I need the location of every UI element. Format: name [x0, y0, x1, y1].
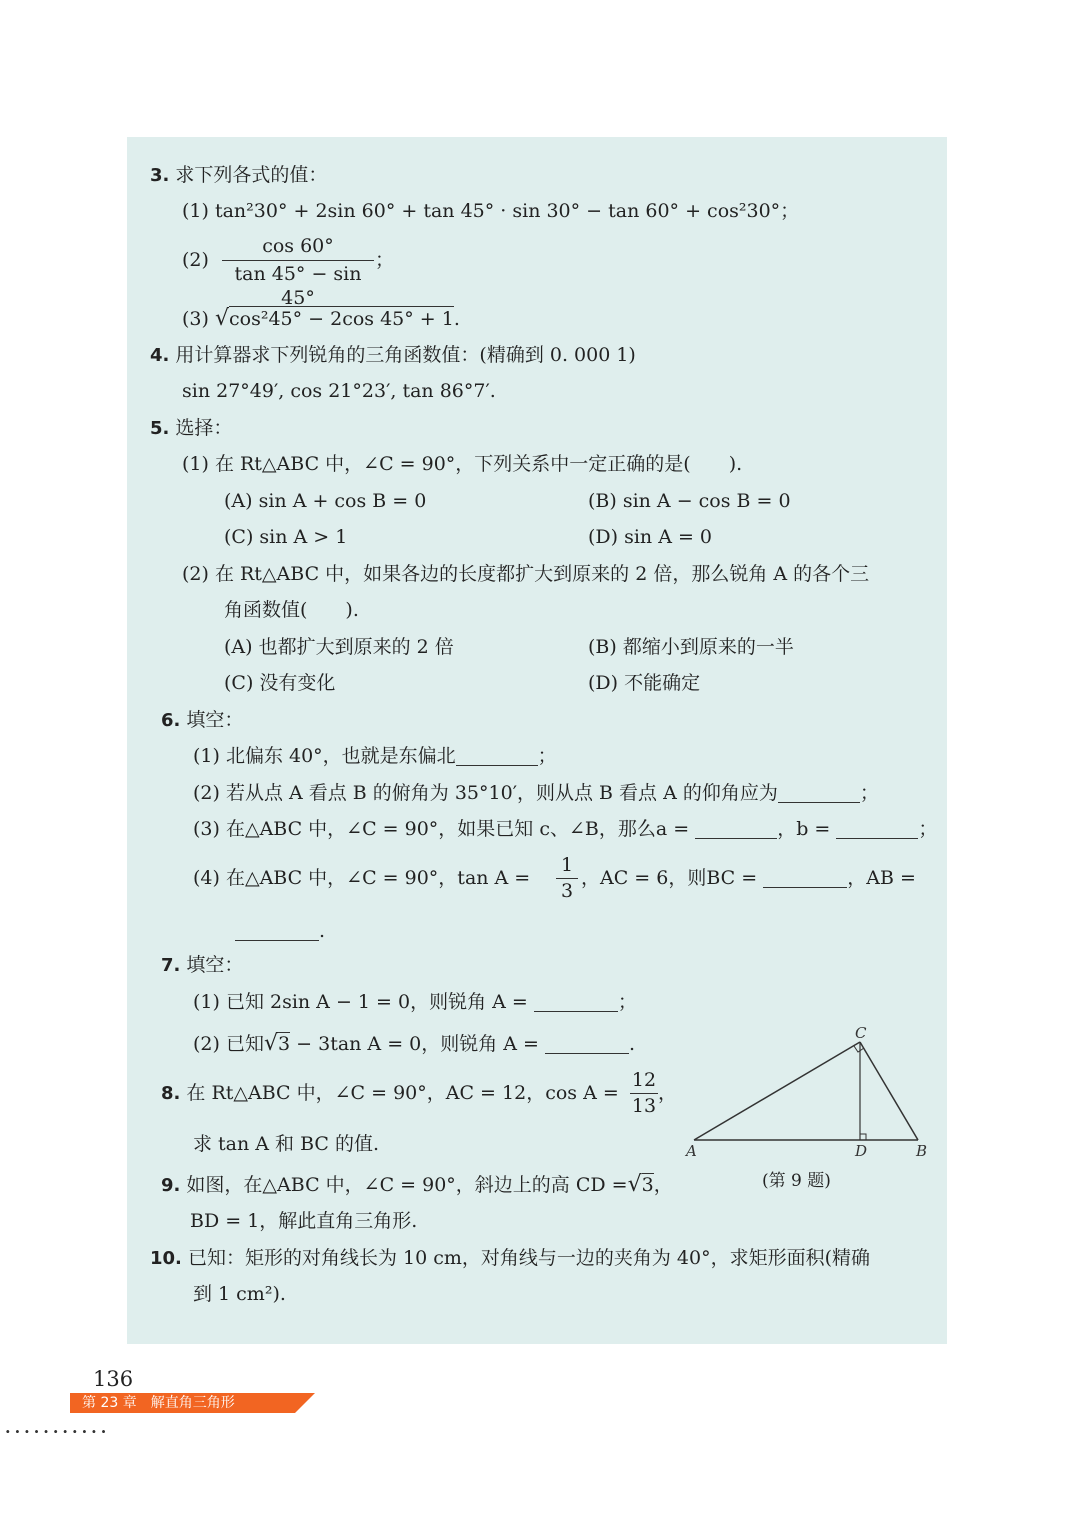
q8-fraction-denominator: 13 — [631, 1095, 657, 1117]
q6-part1-text: (1) 北偏东 40°，也就是东偏北 — [193, 745, 456, 767]
q3-part2-denominator: tan 45° − sin 45° — [234, 263, 362, 309]
q3-part1-text: tan²30° + 2sin 60° + tan 45° · sin 30° − tan 60° + cos²30°； — [214, 200, 800, 222]
q5-part2-option-b: (B) 都缩小到原来的一半 — [588, 636, 794, 658]
side-cb — [860, 1042, 918, 1140]
q10-line2: 到 1 cm²). — [193, 1283, 286, 1305]
q3-part2-tail: ； — [375, 249, 395, 271]
q6-part4-rest — [581, 865, 916, 891]
sqrt-sign: √ — [263, 1031, 278, 1056]
q6-number: 6. — [161, 710, 181, 731]
q6-part4-text-a: (4) 在△ABC 中，∠C = 90°，tan A = — [193, 867, 531, 889]
q6-part3-text-b: ，b = — [777, 818, 831, 840]
q5-number: 5. — [150, 418, 170, 439]
q3-part3-radicand: cos²45° − 2cos 45° + 1 — [229, 308, 454, 330]
q6-part1-tail: ； — [537, 745, 557, 767]
vertex-label-c: C — [855, 1024, 867, 1042]
answer-blank[interactable] — [534, 993, 618, 1012]
q8-tail: ， — [658, 1082, 678, 1104]
q6-part3-tail: ； — [918, 818, 938, 840]
answer-blank[interactable] — [695, 820, 777, 839]
q3-part2-fraction-bar — [222, 260, 374, 261]
q4-header — [150, 342, 636, 369]
q7-part2-radicand: 3 — [278, 1033, 291, 1055]
q5-title: 选择： — [175, 417, 233, 439]
q5-header — [150, 415, 232, 442]
q6-part2 — [193, 780, 879, 806]
footer-dots: ........... — [5, 1418, 111, 1437]
q6-part3-text-a: (3) 在△ABC 中，∠C = 90°，如果已知 c、∠B，那么a = — [193, 818, 690, 840]
q6-part4-fraction-denominator: 3 — [560, 880, 574, 902]
side-ac — [694, 1042, 860, 1140]
answer-blank[interactable] — [836, 820, 918, 839]
q7-part1-tail: ； — [617, 991, 637, 1013]
q3-header — [150, 162, 327, 189]
q5-part2-option-a: (A) 也都扩大到原来的 2 倍 — [224, 636, 454, 658]
q5-part2-line2: 角函数值( ). — [224, 599, 359, 621]
vertex-label-b: B — [916, 1142, 928, 1160]
q8-number: 8. — [161, 1083, 181, 1104]
q6-part2-tail: ； — [859, 782, 879, 804]
chapter-label: 第 23 章 解直角三角形 — [82, 1395, 235, 1411]
q9-line1-text: 如图，在△ABC 中，∠C = 90°，斜边上的高 CD = — [186, 1174, 628, 1196]
answer-blank[interactable] — [763, 869, 847, 888]
q3-part1-label: (1) — [182, 200, 209, 222]
q5-part1-option-b: (B) sin A − cos B = 0 — [588, 490, 791, 512]
page-number: 136 — [93, 1367, 134, 1391]
q8-line2: 求 tan A 和 BC 的值. — [193, 1133, 380, 1155]
q7-part2 — [193, 1031, 635, 1057]
answer-blank[interactable] — [778, 784, 860, 803]
vertex-label-d: D — [855, 1142, 868, 1160]
q5-part2-line1: (2) 在 Rt△ABC 中，如果各边的长度都扩大到原来的 2 倍，那么锐角 A 的各个三 — [182, 563, 870, 585]
q7-part2-prefix: (2) 已知 — [193, 1033, 264, 1055]
vertex-label-a: A — [686, 1142, 697, 1160]
q4-line2: sin 27°49′, cos 21°23′, tan 86°7′. — [182, 380, 496, 402]
q8-fraction-numerator: 12 — [631, 1069, 657, 1091]
q6-part4-text-c: ，AB = — [847, 867, 916, 889]
q7-title: 填空： — [186, 954, 244, 976]
q7-number: 7. — [161, 955, 181, 976]
answer-blank[interactable] — [235, 922, 319, 941]
q6-part1 — [193, 743, 557, 769]
q5-part1: (1) 在 Rt△ABC 中，∠C = 90°，下列关系中一定正确的是( ). — [182, 453, 743, 475]
q4-title: 用计算器求下列锐角的三角函数值：(精确到 0. 000 1) — [175, 344, 636, 366]
q3-part3 — [182, 306, 460, 332]
q6-part4-text-b: ，AC = 6，则BC = — [581, 867, 758, 889]
q8-line1-text: 在 Rt△ABC 中，∠C = 90°，AC = 12，cos A = — [186, 1082, 619, 1104]
answer-blank[interactable] — [545, 1035, 629, 1054]
right-angle-mark-d — [860, 1134, 866, 1140]
q8-line1 — [161, 1080, 619, 1107]
q3-part1 — [182, 198, 799, 224]
q6-part3 — [193, 816, 937, 842]
q10-line1-text: 已知：矩形的对角线长为 10 cm，对角线与一边的夹角为 40°，求矩形面积(精确 — [187, 1247, 870, 1269]
sqrt-sign: √ — [627, 1172, 642, 1197]
q9-line1-tail: ， — [653, 1174, 673, 1196]
q3-part2-label: (2) — [182, 249, 209, 271]
q5-part2-option-c: (C) 没有变化 — [224, 672, 336, 694]
q6-part2-text: (2) 若从点 A 看点 B 的俯角为 35°10′，则从点 B 看点 A 的仰角应为 — [193, 782, 778, 804]
q10-number: 10. — [150, 1248, 182, 1269]
q7-header — [161, 952, 243, 979]
q7-part1-text: (1) 已知 2sin A − 1 = 0，则锐角 A = — [193, 991, 528, 1013]
sqrt-sign: √ — [214, 306, 229, 331]
q9-radicand: 3 — [641, 1174, 654, 1196]
q9-line1 — [161, 1172, 673, 1199]
q3-part2-numerator: cos 60° — [262, 235, 334, 257]
q7-part2-tail: . — [629, 1033, 636, 1055]
q3-part3-tail: . — [453, 308, 460, 330]
q5-part2-option-d: (D) 不能确定 — [588, 672, 701, 694]
q6-title: 填空： — [186, 709, 244, 731]
q4-number: 4. — [150, 345, 170, 366]
q6-part4-fraction-numerator: 1 — [560, 854, 574, 876]
q3-part3-label: (3) — [182, 308, 209, 330]
q9-number: 9. — [161, 1175, 181, 1196]
q6-part4-line2 — [235, 918, 325, 944]
q10-line1 — [150, 1245, 870, 1272]
figure-caption: (第 9 题) — [762, 1171, 831, 1191]
q6-part4-tail: . — [319, 920, 326, 942]
q5-part1-option-c: (C) sin A > 1 — [224, 526, 348, 548]
q9-line2: BD = 1，解此直角三角形. — [190, 1210, 418, 1232]
q7-part1 — [193, 989, 637, 1015]
q7-part2-suffix: − 3tan A = 0，则锐角 A = — [296, 1033, 539, 1055]
q3-title: 求下列各式的值： — [175, 164, 328, 186]
q3-number: 3. — [150, 165, 170, 186]
q5-part1-option-a: (A) sin A + cos B = 0 — [224, 490, 427, 512]
answer-blank[interactable] — [456, 747, 538, 766]
q5-part1-option-d: (D) sin A = 0 — [588, 526, 713, 548]
q6-header — [161, 707, 243, 734]
triangle-figure — [680, 1020, 930, 1170]
